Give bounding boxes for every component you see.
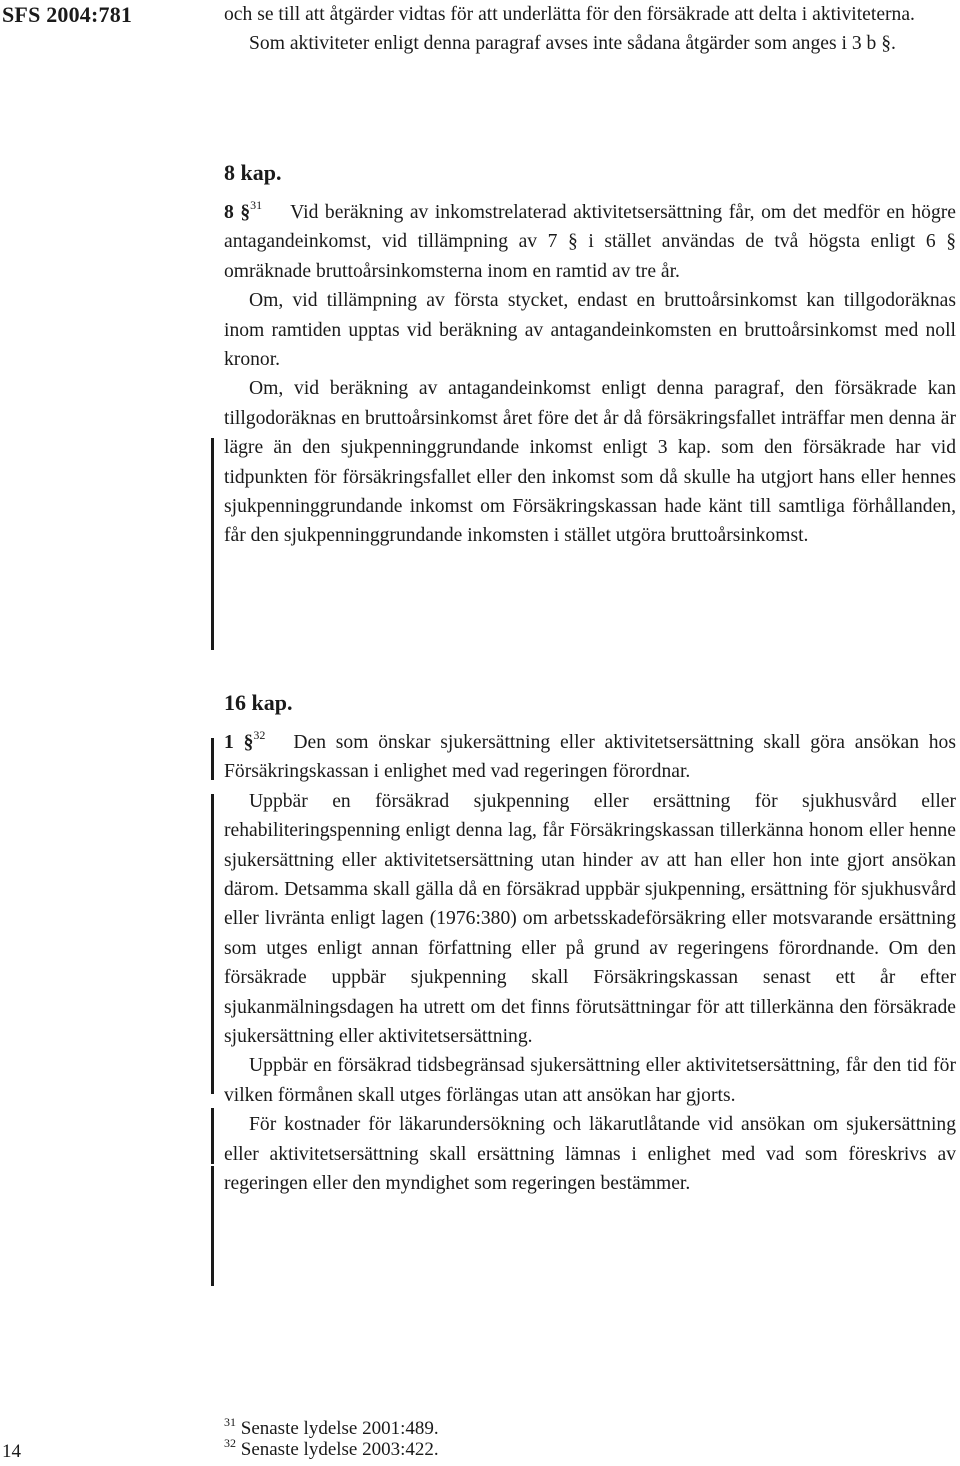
footnote-text: Senaste lydelse 2001:489.	[240, 1418, 439, 1439]
change-bar	[211, 1166, 214, 1286]
sfs-number: SFS 2004:781	[2, 2, 133, 27]
chapter-16	[224, 688, 956, 1199]
intro-paragraph-1: och se till att åtgärder vidtas för att underlätta för den försäkrade att delta i aktiviteterna.	[224, 4, 915, 25]
paragraph-text: Den som önskar sjukersättning eller aktivitetsersättning skall göra ansökan hos Försäkringskassan i enlighet med vad regeringen förordnar.	[224, 732, 956, 783]
chapter-8-heading: 8 kap.	[224, 160, 282, 185]
footnote-number: 32	[224, 1436, 236, 1450]
chapter-8	[224, 158, 956, 551]
paragraph-text: Vid beräkning av inkomstrelaterad aktivitetsersättning får, om det medför en högre antagandeinkomst, vid tillämpning av 7 § i stället användas de två högsta enligt 6 § omräknade bruttoårsinkomsterna inom en ramtid av tre år.	[224, 202, 956, 282]
chapter-16-heading: 16 kap.	[224, 690, 293, 715]
chapter-8-par-8-p3: Om, vid beräkning av antagandeinkomst enligt denna paragraf, den försäkrade kan tillgodoräknas en bruttoårsinkomst året före det år då försäkringsfallet inträffar men denna är lägre än den sjukpenninggrundande inkomst enligt 3 kap. som den försäkrade har vid tidpunkten för försäkringsfallet eller den inkomst som då skulle ha utgjort hans eller hennes sjukpenninggrundande inkomst om Försäkringskassan hade känt till samtliga förhållanden, får den sjukpenninggrundande inkomsten i stället utgöra bruttoårsinkomst.	[224, 378, 956, 547]
chapter-16-par-1-p1	[224, 728, 956, 787]
footnote-number: 31	[224, 1415, 236, 1429]
chapter-8-par-8-p2: Om, vid tillämpning av första stycket, endast en bruttoårsinkomst kan tillgodoräknas inom ramtiden upptas vid beräkning av antagandeinkomsten en bruttoårsinkomst med noll kronor.	[224, 290, 956, 371]
chapter-16-par-1-p2: Uppbär en försäkrad sjukpenning eller ersättning för sjukhusvård eller rehabiliteringspenning enligt denna lag, får Försäkringskassan tillerkänna honom eller henne sjukersättning eller aktivitetsersättning utan hinder av att han eller hon inte gjort ansökan därom. Detsamma skall gälla då en försäkrad uppbär sjukpenning, ersättning för sjukhusvård eller livränta enligt lagen (1976:380) om arbetsskadeförsäkring eller motsvarande ersättning som utges enligt annan författning eller på grund av regeringens förordnande. Om den försäkrade uppbär sjukpenning skall Försäkringskassan senast ett år efter sjukanmälningsdagen ha utrett om det finns förutsättningar för att tillerkänna den försäkrade sjukersättning eller aktivitetsersättning.	[224, 790, 956, 1048]
footnote-32	[224, 1436, 439, 1460]
change-bar	[211, 738, 214, 780]
paragraph-number: 8 §	[224, 202, 251, 223]
footnote-ref: 31	[250, 198, 263, 212]
chapter-16-par-1-p3: Uppbär en försäkrad tidsbegränsad sjukersättning eller aktivitetsersättning, får den tid för vilken förmånen skall utges förlängas utan att ansökan har gjorts.	[224, 1055, 956, 1106]
footnote-text: Senaste lydelse 2003:422.	[240, 1439, 439, 1460]
change-bar	[211, 438, 214, 650]
change-bar	[211, 1108, 214, 1164]
footnote-ref: 32	[253, 728, 266, 742]
chapter-8-par-8-p1	[224, 198, 956, 286]
chapter-16-par-1-p4: För kostnader för läkarundersökning och läkarutlåtande vid ansökan om sjukersättning eller aktivitetsersättning skall ersättning lämnas i enlighet med vad som föreskrivs av regeringen eller den myndighet som regeringen bestämmer.	[224, 1114, 956, 1195]
intro-text	[224, 0, 956, 59]
page-number: 14	[2, 1441, 21, 1462]
footnote-31	[224, 1415, 439, 1439]
change-bar	[211, 794, 214, 1094]
intro-paragraph-2: Som aktiviteter enligt denna paragraf avses inte sådana åtgärder som anges i 3 b §.	[249, 33, 896, 55]
paragraph-number: 1 §	[224, 732, 254, 753]
